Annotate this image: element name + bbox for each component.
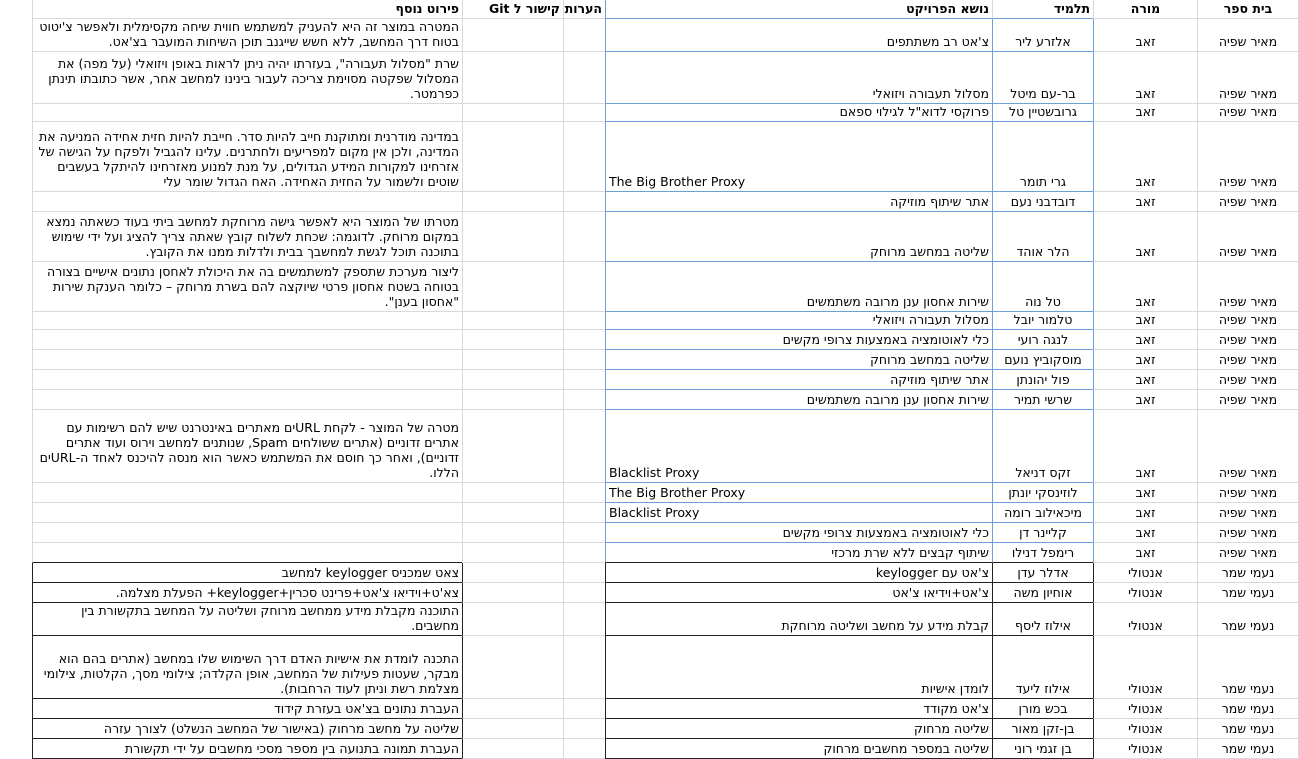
gutter-cell — [0, 192, 32, 212]
cell-details[interactable]: מטרה של המוצר - לקחת URLים מאתרים באינטרנט שיש להם רשימות עם אתרים זדוניים (אתרים ששולחים Spam, שנותנים למחשב וירוס ועוד אתרים זדוניים), ואחר כך חוסם את המשתמש כאשר הוא מנסה להיכנס לאחד ה-URLים הללו. — [32, 410, 462, 483]
cell-notes[interactable] — [563, 370, 605, 390]
cell-topic[interactable]: שירות אחסון ענן מרובה משתמשים — [605, 262, 992, 312]
cell-topic[interactable]: שליטה במחשב מרוחק — [605, 350, 992, 370]
cell-notes[interactable] — [563, 122, 605, 192]
cell-topic[interactable]: שליטה במחשב מרוחק — [605, 212, 992, 262]
cell-notes[interactable] — [563, 603, 605, 636]
cell-notes[interactable] — [563, 192, 605, 212]
cell-school[interactable]: מאיר שפיה — [1197, 212, 1299, 262]
cell-notes[interactable] — [563, 104, 605, 122]
cell-git[interactable] — [462, 104, 563, 122]
cell-details[interactable] — [32, 312, 462, 330]
sheet-row — [0, 262, 1299, 312]
cell-school[interactable]: מאיר שפיה — [1197, 52, 1299, 104]
cell-school[interactable]: מאיר שפיה — [1197, 192, 1299, 212]
cell-git[interactable] — [462, 563, 563, 583]
gutter-cell — [0, 350, 32, 370]
cell-topic[interactable]: אתר שיתוף מוזיקה — [605, 370, 992, 390]
cell-teacher[interactable]: אנטולי — [1093, 739, 1197, 759]
cell-details[interactable]: המטרה במוצר זה היא להעניק למשתמש חווית שיחה מקסימלית ולאפשר צ'יטוט בטוח דרך המחשב, ללא חשש שייגנב תוכן השיחות המועבר בצ'אט. — [32, 19, 462, 52]
cell-topic[interactable]: שירות אחסון ענן מרובה משתמשים — [605, 390, 992, 410]
cell-details[interactable] — [32, 503, 462, 523]
cell-details[interactable]: שליטה על מחשב מרחוק (באישור של המחשב הנשלט) לצורך עזרה — [32, 719, 462, 739]
cell-teacher[interactable]: זאב — [1093, 19, 1197, 52]
sheet-row — [0, 603, 1299, 636]
sheet-row — [0, 543, 1299, 563]
cell-topic[interactable]: לומדן אישיות — [605, 636, 992, 699]
cell-topic[interactable]: The Big Brother Proxy — [605, 122, 992, 192]
cell-teacher[interactable]: זאב — [1093, 370, 1197, 390]
cell-topic[interactable]: פרוקסי לדוא"ל לגילוי ספאם — [605, 104, 992, 122]
cell-school[interactable]: מאיר שפיה — [1197, 390, 1299, 410]
cell-student[interactable]: אילוז ליעד — [992, 636, 1093, 699]
cell-topic[interactable]: The Big Brother Proxy — [605, 483, 992, 503]
cell-notes[interactable] — [563, 543, 605, 563]
cell-details[interactable]: צאט שמכניס keylogger למחשב — [32, 563, 462, 583]
sheet-row — [0, 312, 1299, 330]
cell-school[interactable]: נעמי שמר — [1197, 603, 1299, 636]
sheet-row — [0, 503, 1299, 523]
cell-teacher[interactable]: אנטולי — [1093, 719, 1197, 739]
cell-school[interactable]: מאיר שפיה — [1197, 122, 1299, 192]
gutter-cell — [0, 583, 32, 603]
cell-details[interactable] — [32, 390, 462, 410]
cell-topic[interactable]: כלי לאוטומציה באמצעות צרופי מקשים — [605, 523, 992, 543]
cell-git[interactable] — [462, 19, 563, 52]
cell-student[interactable]: מיכאילוב רומה — [992, 503, 1093, 523]
cell-topic[interactable]: כלי לאוטומציה באמצעות צרופי מקשים — [605, 330, 992, 350]
cell-teacher[interactable]: זאב — [1093, 262, 1197, 312]
cell-details[interactable] — [32, 350, 462, 370]
cell-student[interactable]: קליינר דן — [992, 523, 1093, 543]
cell-teacher[interactable]: זאב — [1093, 483, 1197, 503]
cell-school[interactable]: מאיר שפיה — [1197, 410, 1299, 483]
cell-teacher[interactable]: זאב — [1093, 52, 1197, 104]
gutter-cell — [0, 104, 32, 122]
cell-school[interactable]: מאיר שפיה — [1197, 19, 1299, 52]
cell-notes[interactable] — [563, 52, 605, 104]
sheet-row — [0, 192, 1299, 212]
cell-student[interactable]: אלזרע ליר — [992, 19, 1093, 52]
cell-git[interactable] — [462, 212, 563, 262]
cell-notes[interactable] — [563, 739, 605, 759]
cell-school[interactable]: מאיר שפיה — [1197, 483, 1299, 503]
cell-notes[interactable] — [563, 636, 605, 699]
cell-school[interactable]: מאיר שפיה — [1197, 350, 1299, 370]
cell-topic[interactable]: צ'אט+וידיאו צ'אט — [605, 583, 992, 603]
cell-git[interactable] — [462, 330, 563, 350]
sheet-row — [0, 636, 1299, 699]
cell-git[interactable] — [462, 312, 563, 330]
col-header-teacher[interactable]: מורה — [1093, 0, 1197, 19]
sheet-row — [0, 699, 1299, 719]
cell-student[interactable]: אוחיון משה — [992, 583, 1093, 603]
gutter-cell — [0, 563, 32, 583]
cell-topic[interactable]: מסלול תעבורה ויזואלי — [605, 312, 992, 330]
gutter-cell — [0, 603, 32, 636]
cell-git[interactable] — [462, 583, 563, 603]
cell-git[interactable] — [462, 192, 563, 212]
cell-school[interactable]: מאיר שפיה — [1197, 262, 1299, 312]
cell-details[interactable] — [32, 192, 462, 212]
cell-details[interactable] — [32, 543, 462, 563]
cell-student[interactable]: דובדבני נעם — [992, 192, 1093, 212]
cell-student[interactable]: טל נוה — [992, 262, 1093, 312]
cell-git[interactable] — [462, 52, 563, 104]
cell-student[interactable]: רימפל דנילו — [992, 543, 1093, 563]
cell-details[interactable] — [32, 483, 462, 503]
cell-topic[interactable]: קבלת מידע על מחשב ושליטה מרוחקת — [605, 603, 992, 636]
cell-student[interactable]: זקס דניאל — [992, 410, 1093, 483]
cell-notes[interactable] — [563, 390, 605, 410]
cell-details[interactable]: העברת נתונים בצ'אט בעזרת קידוד — [32, 699, 462, 719]
sheet-row — [0, 523, 1299, 543]
gutter-cell — [0, 370, 32, 390]
cell-notes[interactable] — [563, 523, 605, 543]
cell-details[interactable]: ליצור מערכת שתספק למשתמשים בה את היכולת לאחסן נתונים אישיים בצורה בטוחה בשטח אחסון פרטי שיוקצה להם בשרת מרוחק – כלומר הענקת שירות "אחסון בענן". — [32, 262, 462, 312]
cell-notes[interactable] — [563, 699, 605, 719]
cell-student[interactable]: טלמור יובל — [992, 312, 1093, 330]
cell-details[interactable]: במדינה מודרנית ומתוקנת חייב להיות סדר. חייבת להיות חזית אחידה המניעה את המדינה, ולכן אין מקום למפריעים ולחתרנים. עלינו להגביל ולפקח על הגישה של אזרחינו למקורות המידע הגדולים, על מנת למנוע מאזרחינו להיתקל בעשבים שוטים ולשמור על החזית האחידה. האח הגדול שומר עלי — [32, 122, 462, 192]
sheet-row — [0, 122, 1299, 192]
col-header-details[interactable]: פירוט נוסף — [32, 0, 462, 19]
cell-git[interactable] — [462, 603, 563, 636]
col-header-school[interactable]: בית ספר — [1197, 0, 1299, 19]
sheet-row — [0, 563, 1299, 583]
header-row — [0, 0, 1299, 19]
cell-school[interactable]: נעמי שמר — [1197, 636, 1299, 699]
gutter-cell — [0, 52, 32, 104]
gutter-cell — [0, 699, 32, 719]
cell-teacher[interactable]: אנטולי — [1093, 583, 1197, 603]
cell-details[interactable] — [32, 104, 462, 122]
cell-topic[interactable]: שליטה במספר מחשבים מרחוק — [605, 739, 992, 759]
cell-details[interactable]: התוכנה מקבלת מידע ממחשב מרוחק ושליטה על המחשב בתקשורת בין מחשבים. — [32, 603, 462, 636]
cell-git[interactable] — [462, 350, 563, 370]
cell-school[interactable]: מאיר שפיה — [1197, 523, 1299, 543]
gutter-cell — [0, 330, 32, 350]
cell-git[interactable] — [462, 483, 563, 503]
gutter-cell — [0, 312, 32, 330]
gutter-cell — [0, 19, 32, 52]
cell-teacher[interactable]: זאב — [1093, 503, 1197, 523]
cell-student[interactable]: לוזינסקי יונתן — [992, 483, 1093, 503]
cell-details[interactable] — [32, 370, 462, 390]
cell-school[interactable]: נעמי שמר — [1197, 699, 1299, 719]
cell-details[interactable]: צא'ט+וידיאו צ'אט+פרינט סכרין+keylogger+ הפעלת מצלמה. — [32, 583, 462, 603]
cell-notes[interactable] — [563, 212, 605, 262]
cell-topic[interactable]: צ'אט רב משתתפים — [605, 19, 992, 52]
cell-details[interactable]: מטרתו של המוצר היא לאפשר גישה מרוחקת למחשב ביתי בעוד כשאתה נמצא במקום מרוחק. לדוגמה: שכחת לשלוח קובץ שאתה צריך להציג ועל ידי שימוש בתוכנה תוכל לגשת למחשבך בבית ולדלות ממנו את הקובץ. — [32, 212, 462, 262]
cell-school[interactable]: נעמי שמר — [1197, 583, 1299, 603]
cell-git[interactable] — [462, 699, 563, 719]
cell-school[interactable]: מאיר שפיה — [1197, 370, 1299, 390]
cell-school[interactable]: מאיר שפיה — [1197, 543, 1299, 563]
cell-git[interactable] — [462, 410, 563, 483]
gutter-cell — [0, 543, 32, 563]
cell-student[interactable]: לנגה רועי — [992, 330, 1093, 350]
sheet-row — [0, 212, 1299, 262]
cell-topic[interactable]: Blacklist Proxy — [605, 410, 992, 483]
cell-topic[interactable]: שיתוף קבצים ללא שרת מרכזי — [605, 543, 992, 563]
cell-school[interactable]: מאיר שפיה — [1197, 312, 1299, 330]
cell-notes[interactable] — [563, 503, 605, 523]
cell-teacher[interactable]: זאב — [1093, 543, 1197, 563]
cell-notes[interactable] — [563, 312, 605, 330]
cell-teacher[interactable]: זאב — [1093, 350, 1197, 370]
cell-school[interactable]: נעמי שמר — [1197, 563, 1299, 583]
cell-teacher[interactable]: אנטולי — [1093, 563, 1197, 583]
sheet-row — [0, 350, 1299, 370]
cell-teacher[interactable]: אנטולי — [1093, 636, 1197, 699]
sheet-row — [0, 410, 1299, 483]
cell-student[interactable]: פול יהונתן — [992, 370, 1093, 390]
cell-topic[interactable]: אתר שיתוף מוזיקה — [605, 192, 992, 212]
cell-git[interactable] — [462, 262, 563, 312]
cell-teacher[interactable]: אנטולי — [1093, 603, 1197, 636]
cell-school[interactable]: מאיר שפיה — [1197, 503, 1299, 523]
col-header-topic[interactable]: נושא הפרויקט — [605, 0, 992, 19]
cell-topic[interactable]: צ'אט מקודד — [605, 699, 992, 719]
cell-topic[interactable]: Blacklist Proxy — [605, 503, 992, 523]
cell-notes[interactable] — [563, 19, 605, 52]
cell-git[interactable] — [462, 503, 563, 523]
cell-details[interactable] — [32, 330, 462, 350]
cell-teacher[interactable]: זאב — [1093, 212, 1197, 262]
cell-topic[interactable]: מסלול תעבורה ויזואלי — [605, 52, 992, 104]
cell-student[interactable]: אדלר עדן — [992, 563, 1093, 583]
cell-teacher[interactable]: זאב — [1093, 312, 1197, 330]
sheet-row — [0, 583, 1299, 603]
sheet-row — [0, 390, 1299, 410]
cell-notes[interactable] — [563, 410, 605, 483]
cell-student[interactable]: גרי תומר — [992, 122, 1093, 192]
gutter-cell — [0, 503, 32, 523]
col-header-notes[interactable]: הערות — [563, 0, 605, 19]
cell-teacher[interactable]: זאב — [1093, 390, 1197, 410]
cell-student[interactable]: אילוז ליסף — [992, 603, 1093, 636]
sheet-row — [0, 719, 1299, 739]
cell-details[interactable]: שרת "מסלול תעבורה", בעזרתו יהיה ניתן לראות באופן ויזואלי (על מפה) את המסלול שפקטה מסוימת צריכה לעבור בינינו למחשב אחר, אשר כתובתו תינתן כפרמטר. — [32, 52, 462, 104]
cell-teacher[interactable]: זאב — [1093, 192, 1197, 212]
cell-notes[interactable] — [563, 563, 605, 583]
cell-git[interactable] — [462, 719, 563, 739]
cell-teacher[interactable]: זאב — [1093, 330, 1197, 350]
gutter-header — [0, 0, 32, 19]
gutter-cell — [0, 122, 32, 192]
cell-student[interactable]: גרובשטיין טל — [992, 104, 1093, 122]
cell-school[interactable]: מאיר שפיה — [1197, 104, 1299, 122]
cell-git[interactable] — [462, 739, 563, 759]
gutter-cell — [0, 262, 32, 312]
sheet-row — [0, 19, 1299, 52]
cell-git[interactable] — [462, 543, 563, 563]
cell-notes[interactable] — [563, 483, 605, 503]
cell-notes[interactable] — [563, 719, 605, 739]
gutter-cell — [0, 212, 32, 262]
cell-student[interactable]: בכש מורן — [992, 699, 1093, 719]
cell-teacher[interactable]: זאב — [1093, 523, 1197, 543]
sheet-row — [0, 330, 1299, 350]
gutter-cell — [0, 390, 32, 410]
col-header-git[interactable]: קישור ל Git — [462, 0, 563, 19]
sheet-row — [0, 370, 1299, 390]
cell-teacher[interactable]: אנטולי — [1093, 699, 1197, 719]
cell-school[interactable]: מאיר שפיה — [1197, 330, 1299, 350]
sheet-row — [0, 104, 1299, 122]
sheet-row — [0, 52, 1299, 104]
cell-student[interactable]: בן-זקן מאור — [992, 719, 1093, 739]
cell-git[interactable] — [462, 523, 563, 543]
gutter-cell — [0, 483, 32, 503]
cell-student[interactable]: הלר אוהד — [992, 212, 1093, 262]
cell-notes[interactable] — [563, 583, 605, 603]
gutter-cell — [0, 739, 32, 759]
cell-notes[interactable] — [563, 330, 605, 350]
cell-topic[interactable]: שליטה מרחוק — [605, 719, 992, 739]
cell-details[interactable]: התכנה לומדת את אישיות האדם דרך השימוש שלו במחשב (אתרים בהם הוא מבקר, שעטות פעילות של המחשב, אופן הקלדה; צילומי מסך, הקלטות, צילומי מצלמת רשת וניתן לעוד הרחבות). — [32, 636, 462, 699]
gutter-cell — [0, 719, 32, 739]
cell-topic[interactable]: צ'אט עם keylogger — [605, 563, 992, 583]
cell-git[interactable] — [462, 390, 563, 410]
cell-student[interactable]: שרשי תמיר — [992, 390, 1093, 410]
cell-details[interactable] — [32, 523, 462, 543]
gutter-cell — [0, 636, 32, 699]
sheet-row — [0, 483, 1299, 503]
cell-notes[interactable] — [563, 262, 605, 312]
cell-student[interactable]: בן זגמי רוני — [992, 739, 1093, 759]
col-header-student[interactable]: תלמיד — [992, 0, 1093, 19]
cell-student[interactable]: מוסקוביץ נועם — [992, 350, 1093, 370]
cell-teacher[interactable]: זאב — [1093, 104, 1197, 122]
cell-school[interactable]: נעמי שמר — [1197, 739, 1299, 759]
cell-details[interactable]: העברת תמונה בתנועה בין מספר מסכי מחשבים על ידי תקשורת — [32, 739, 462, 759]
cell-git[interactable] — [462, 122, 563, 192]
cell-student[interactable]: בר-עם מיטל — [992, 52, 1093, 104]
cell-git[interactable] — [462, 370, 563, 390]
gutter-cell — [0, 410, 32, 483]
gutter-cell — [0, 523, 32, 543]
cell-school[interactable]: נעמי שמר — [1197, 719, 1299, 739]
cell-notes[interactable] — [563, 350, 605, 370]
cell-teacher[interactable]: זאב — [1093, 410, 1197, 483]
cell-teacher[interactable]: זאב — [1093, 122, 1197, 192]
cell-git[interactable] — [462, 636, 563, 699]
sheet-row — [0, 739, 1299, 759]
